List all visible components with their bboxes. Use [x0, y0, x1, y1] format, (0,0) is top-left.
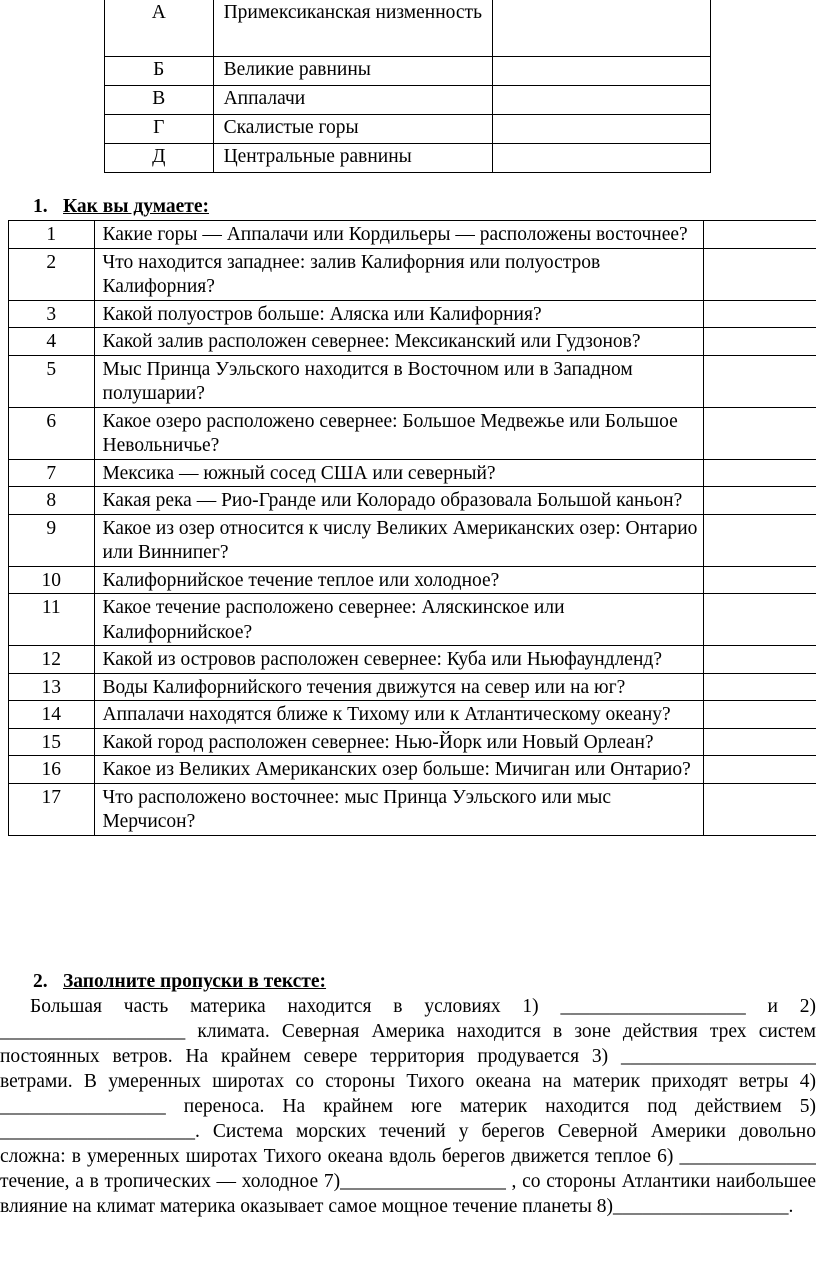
answer-cell	[704, 248, 816, 300]
region-name: Центральные равнины	[213, 144, 492, 173]
regions-table	[104, 0, 711, 173]
region-name: Примексиканская низменность	[213, 0, 492, 57]
region-letter: Д	[105, 144, 214, 173]
question-text: Что находится западнее: залив Калифорния или полуостров Калифорния?	[94, 248, 704, 300]
table-row	[105, 144, 711, 173]
table-row	[105, 115, 711, 144]
answer-cell	[493, 86, 711, 115]
section-number: 1.	[33, 196, 48, 217]
question-number: 17	[9, 783, 95, 835]
question-text: Аппалачи находятся ближе к Тихому или к Атлантическому океану?	[94, 701, 704, 729]
question-text: Что расположено восточнее: мыс Принца Уэльского или мыс Мерчисон?	[94, 783, 704, 835]
answer-cell	[704, 300, 816, 328]
region-name: Скалистые горы	[213, 115, 492, 144]
table-row	[9, 756, 816, 784]
table-row	[9, 701, 816, 729]
question-text: Воды Калифорнийского течения движутся на север или на юг?	[94, 673, 704, 701]
fill-in-paragraph: Большая часть материка находится в условиях 1) ___________________ и 2) ___________________ климата. Северная Америка находится в зоне действия трех систем постоянных ветров. На крайнем севере территория продувается 3) ____________________ ветрами. В умеренных широтах со стороны Тихого океана на материк приходят ветры 4) _________________ переноса. На крайнем юге материк находится под действием 5) ____________________. Система морских течений у берегов Северной Америки довольно сложна: в умеренных широтах Тихого океана вдоль берегов движется теплое 6) ______________ течение, а в тропических — холодное 7)_________________ , со стороны Атлантики наибольшее влияние на климат материка оказывает самое мощное течение планеты 8)__________________.	[0, 996, 816, 1217]
answer-cell	[704, 487, 816, 515]
question-number: 3	[9, 300, 95, 328]
question-number: 9	[9, 514, 95, 566]
question-number: 4	[9, 328, 95, 356]
answer-cell	[704, 407, 816, 459]
table-row	[9, 514, 816, 566]
region-name: Аппалачи	[213, 86, 492, 115]
question-text: Какое из озер относится к числу Великих Американских озер: Онтарио или Виннипег?	[94, 514, 704, 566]
answer-cell	[704, 221, 816, 249]
table-row	[9, 300, 816, 328]
question-number: 11	[9, 594, 95, 646]
question-number: 7	[9, 459, 95, 487]
region-letter: В	[105, 86, 214, 115]
question-text: Какой полуостров больше: Аляска или Калифорния?	[94, 300, 704, 328]
question-text: Мыс Принца Уэльского находится в Восточном или в Западном полушарии?	[94, 355, 704, 407]
question-number: 13	[9, 673, 95, 701]
question-text: Калифорнийское течение теплое или холодное?	[94, 566, 704, 594]
table-row	[9, 487, 816, 515]
table-row	[9, 459, 816, 487]
section-2-heading	[33, 971, 326, 993]
table-row	[9, 728, 816, 756]
table-row	[105, 86, 711, 115]
question-number: 6	[9, 407, 95, 459]
table-row	[105, 0, 711, 57]
table-row	[9, 328, 816, 356]
question-number: 10	[9, 566, 95, 594]
question-text: Какое из Великих Американских озер больше: Мичиган или Онтарио?	[94, 756, 704, 784]
question-text: Какие горы — Аппалачи или Кордильеры — расположены восточнее?	[94, 221, 704, 249]
region-name: Великие равнины	[213, 57, 492, 86]
answer-cell	[493, 144, 711, 173]
questions-table	[8, 220, 816, 836]
table-row	[9, 673, 816, 701]
answer-cell	[704, 355, 816, 407]
table-row	[9, 221, 816, 249]
answer-cell	[704, 328, 816, 356]
answer-cell	[493, 115, 711, 144]
question-number: 15	[9, 728, 95, 756]
answer-cell	[704, 701, 816, 729]
table-row	[105, 57, 711, 86]
answer-cell	[704, 728, 816, 756]
question-number: 2	[9, 248, 95, 300]
section-number: 2.	[33, 971, 48, 992]
table-row	[9, 407, 816, 459]
table-row	[9, 566, 816, 594]
section-1-heading	[33, 196, 209, 218]
section-title: Как вы думаете:	[63, 196, 210, 217]
answer-cell	[493, 57, 711, 86]
answer-cell	[704, 459, 816, 487]
table-row	[9, 646, 816, 674]
answer-cell	[704, 514, 816, 566]
table-row	[9, 355, 816, 407]
question-number: 16	[9, 756, 95, 784]
question-number: 8	[9, 487, 95, 515]
section-title: Заполните пропуски в тексте:	[63, 971, 327, 992]
region-letter: Б	[105, 57, 214, 86]
table-row	[9, 783, 816, 835]
question-text: Какое озеро расположено севернее: Большое Медвежье или Большое Невольничье?	[94, 407, 704, 459]
answer-cell	[493, 0, 711, 57]
answer-cell	[704, 594, 816, 646]
answer-cell	[704, 756, 816, 784]
question-text: Какой город расположен севернее: Нью-Йорк или Новый Орлеан?	[94, 728, 704, 756]
question-number: 1	[9, 221, 95, 249]
region-letter: А	[105, 0, 214, 57]
question-text: Какая река — Рио-Гранде или Колорадо образовала Большой каньон?	[94, 487, 704, 515]
question-number: 5	[9, 355, 95, 407]
table-row	[9, 594, 816, 646]
question-number: 12	[9, 646, 95, 674]
question-text: Какой из островов расположен севернее: Куба или Ньюфаундленд?	[94, 646, 704, 674]
question-text: Какой залив расположен севернее: Мексиканский или Гудзонов?	[94, 328, 704, 356]
answer-cell	[704, 566, 816, 594]
question-text: Какое течение расположено севернее: Аляскинское или Калифорнийское?	[94, 594, 704, 646]
region-letter: Г	[105, 115, 214, 144]
table-row	[9, 248, 816, 300]
answer-cell	[704, 783, 816, 835]
question-text: Мексика — южный сосед США или северный?	[94, 459, 704, 487]
answer-cell	[704, 673, 816, 701]
answer-cell	[704, 646, 816, 674]
question-number: 14	[9, 701, 95, 729]
